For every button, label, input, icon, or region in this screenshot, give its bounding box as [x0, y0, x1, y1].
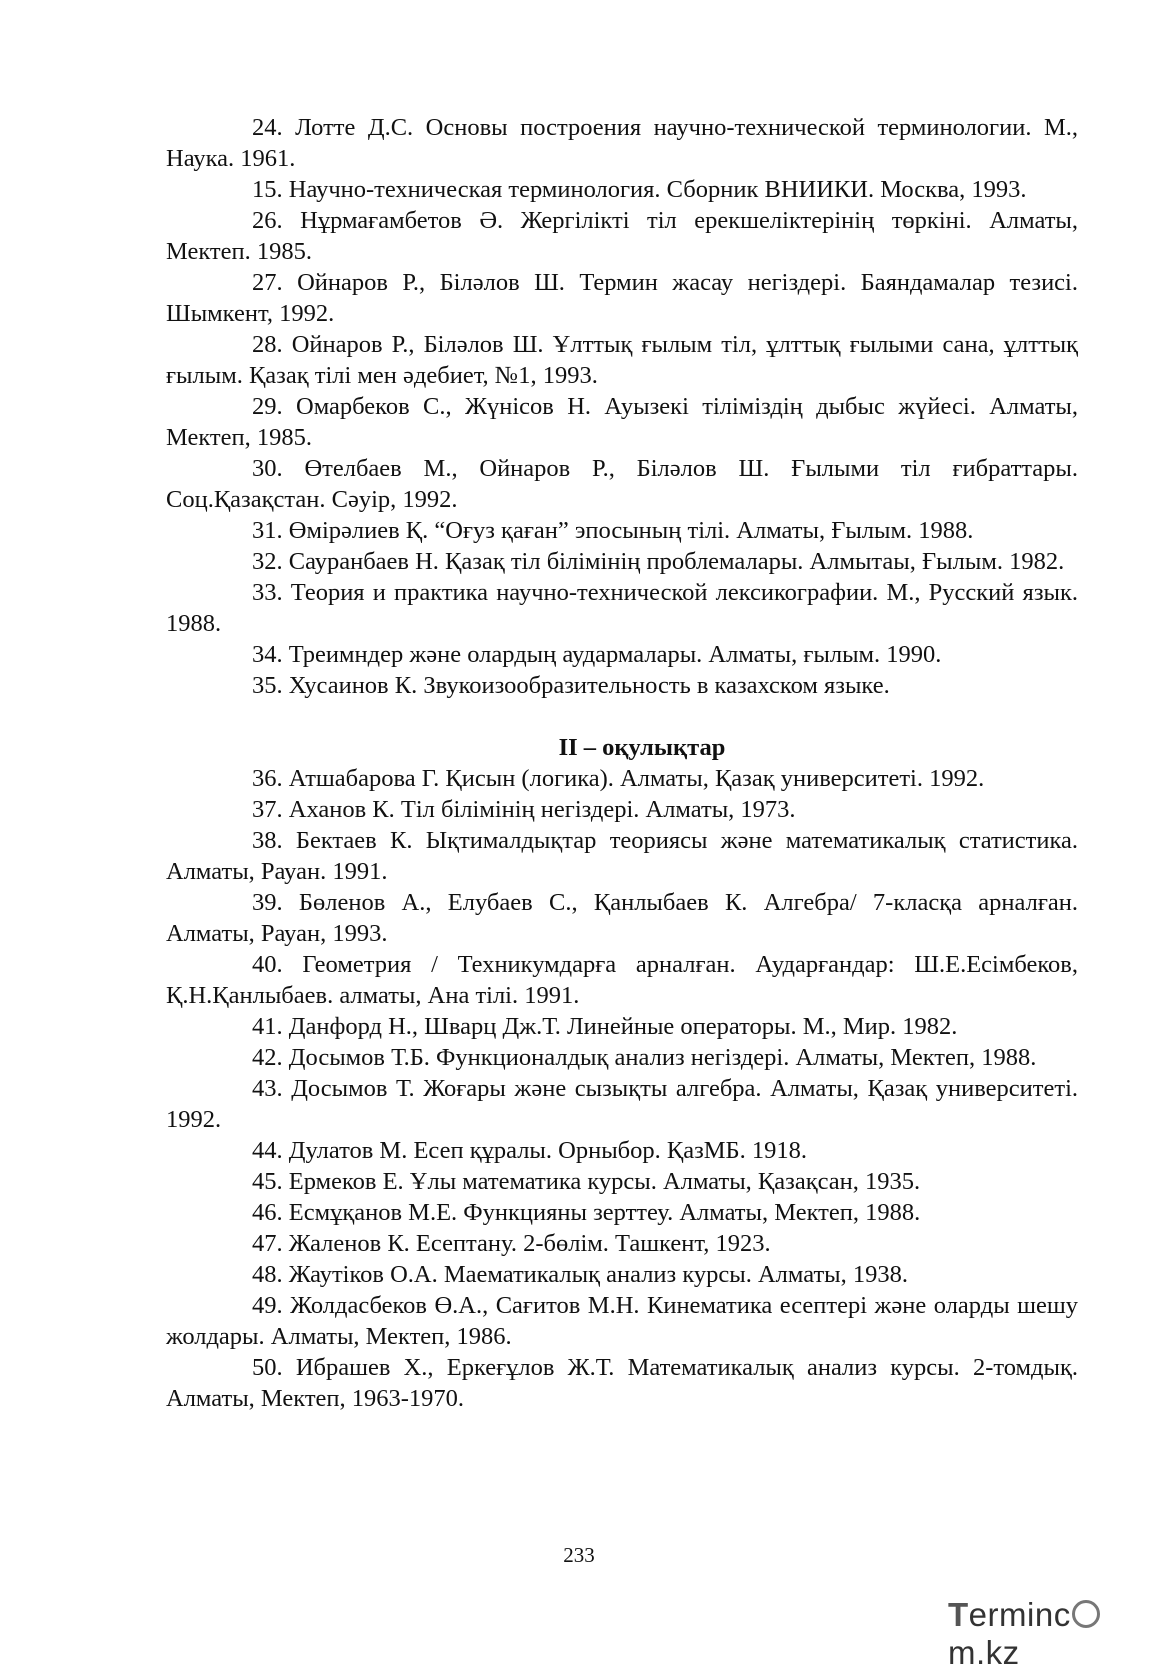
reference-item: 27. Ойнаров Р., Біләлов Ш. Термин жасау негіздері. Баяндамалар тезисі. Шымкент, 1992. [166, 269, 1078, 327]
section-spacer [166, 701, 1078, 732]
reference-item: 30. Өтелбаев М., Ойнаров Р., Біләлов Ш. Ғылыми тіл ғибраттары. Соц.Қазақстан. Сәуір, 1992. [166, 455, 1078, 513]
reference-item: 42. Досымов Т.Б. Функционалдық анализ негіздері. Алматы, Мектеп, 1988. [252, 1044, 1037, 1071]
watermark-logo[interactable] [948, 1596, 1158, 1671]
reference-item: 48. Жаутіков О.А. Маематикалық анализ курсы. Алматы, 1938. [252, 1261, 909, 1288]
reference-item: 36. Атшабарова Г. Қисын (логика). Алматы, Қазақ университеті. 1992. [252, 765, 985, 792]
reference-item: 40. Геометрия / Техникумдарға арналған. Аударғандар: Ш.Е.Есімбеков, Қ.Н.Қанлыбаев. алматы, Ана тілі. 1991. [166, 951, 1078, 1009]
watermark-letter-t: T [948, 1596, 969, 1633]
reference-item: 43. Досымов Т. Жоғары және сызықты алгебра. Алматы, Қазақ университеті. 1992. [166, 1075, 1078, 1133]
reference-item: 24. Лотте Д.С. Основы построения научно-технической терминологии. М., Наука. 1961. [166, 114, 1078, 172]
reference-list-1 [166, 112, 1078, 701]
document-body [166, 112, 1078, 1414]
watermark-text-2: c [1053, 1596, 1071, 1633]
reference-item: 47. Жаленов К. Есептану. 2-бөлім. Ташкент, 1923. [252, 1230, 771, 1257]
reference-item: 26. Нұрмағамбетов Ә. Жергілікті тіл ерекшеліктерінің төркіні. Алматы, Мектеп. 1985. [166, 207, 1078, 265]
watermark-text-3: m.kz [948, 1634, 1020, 1671]
reference-item: 35. Хусаинов К. Звукоизообразительность в казахском языке. [252, 672, 890, 699]
reference-item: 34. Треимндер және олардың аудармалары. Алматы, ғылым. 1990. [252, 641, 942, 668]
page-number: 233 [563, 1543, 595, 1567]
reference-item: 37. Аханов К. Тіл білімінің негіздері. Алматы, 1973. [252, 796, 796, 823]
reference-item: 45. Ермеков Е. Ұлы математика курсы. Алматы, Қазақсан, 1935. [252, 1168, 921, 1195]
reference-item: 38. Бектаев К. Ықтималдықтар теориясы және математикалық статистика. Алматы, Рауан. 1991. [166, 827, 1078, 885]
reference-item: 46. Есмұқанов М.Е. Функцияны зерттеу. Алматы, Мектеп, 1988. [252, 1199, 921, 1226]
reference-item: 33. Теория и практика научно-технической лексикографии. М., Русский язык. 1988. [166, 579, 1078, 637]
reference-item: 44. Дулатов М. Есеп құралы. Орныбор. ҚазМБ. 1918. [252, 1137, 807, 1164]
reference-item: 15. Научно-техническая терминология. Сборник ВНИИКИ. Москва, 1993. [252, 176, 1027, 203]
reference-item: 49. Жолдасбеков Ө.А., Сағитов М.Н. Кинематика есептері және оларды шешу жолдары. Алматы, Мектеп, 1986. [166, 1292, 1078, 1350]
section-heading: II – оқулықтар [558, 734, 726, 761]
reference-item: 50. Ибрашев Х., Еркеғұлов Ж.Т. Математикалық анализ курсы. 2-томдық. Алматы, Мектеп, 1963-1970. [166, 1354, 1078, 1412]
logo-ring-icon [1072, 1600, 1100, 1628]
reference-item: 28. Ойнаров Р., Біләлов Ш. Ұлттық ғылым тіл, ұлттық ғылыми сана, ұлттық ғылым. Қазақ тілі мен әдебиет, №1, 1993. [166, 331, 1078, 389]
reference-item: 41. Данфорд Н., Шварц Дж.Т. Линейные операторы. М., Мир. 1982. [252, 1013, 958, 1040]
reference-item: 29. Омарбеков С., Жүнісов Н. Ауызекі тіліміздің дыбыс жүйесі. Алматы, Мектеп, 1985. [166, 393, 1078, 451]
reference-item: 39. Бөленов А., Елубаев С., Қанлыбаев К. Алгебра/ 7-класқа арналған. Алматы, Рауан, 1993. [166, 889, 1078, 947]
reference-item: 32. Сауранбаев Н. Қазақ тіл білімінің проблемалары. Алмытаы, Ғылым. 1982. [252, 548, 1065, 575]
reference-item: 31. Өмірәлиев Қ. “Оғуз қаған” эпосының тілі. Алматы, Ғылым. 1988. [252, 517, 974, 544]
watermark-text-1: ermin [968, 1596, 1054, 1633]
reference-list-2 [166, 763, 1078, 1414]
